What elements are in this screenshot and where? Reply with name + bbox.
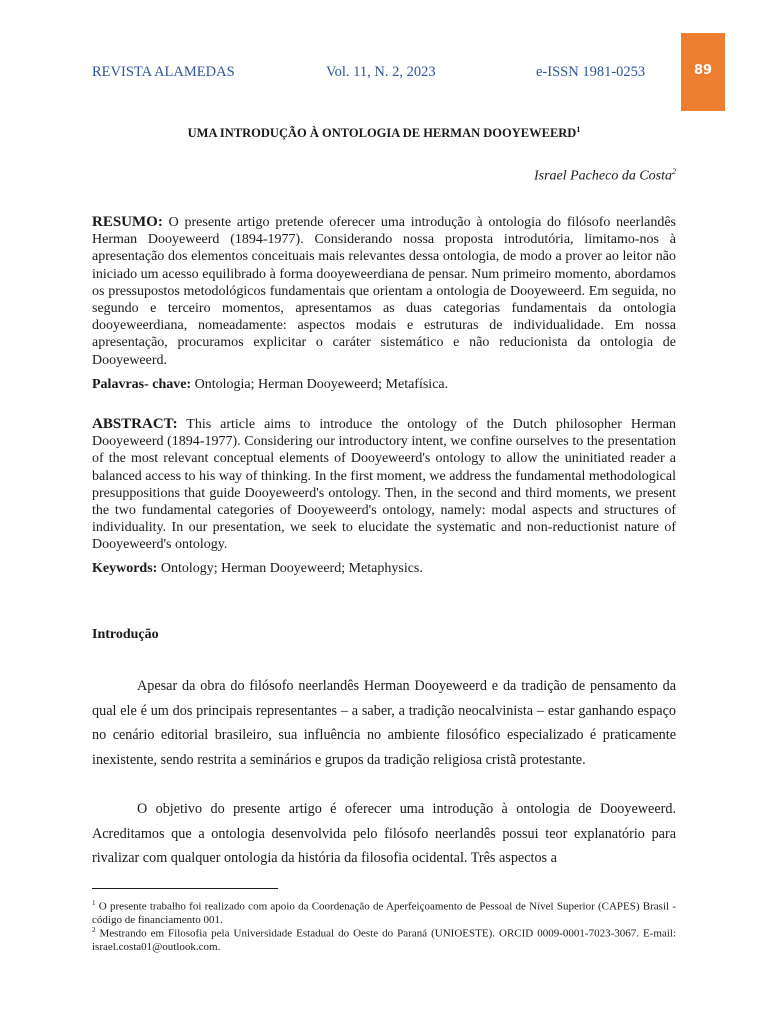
title-footnote-ref[interactable]: 1 bbox=[576, 125, 581, 134]
section-heading: Introdução bbox=[92, 627, 159, 642]
footnote-1 bbox=[92, 897, 676, 927]
keywords-label: Keywords: bbox=[92, 561, 158, 576]
footnote-2-marker: 2 bbox=[92, 926, 96, 934]
abstract-text: This article aims to introduce the ontology of the Dutch philosopher Herman Dooyeweerd (1894-1977). Considering our introductory intent, we confine ourselves to the presentation of the most relevant conceptual elements of Dooyeweerd's ontology to allow the uninitiated reader a balanced access to his way of thinking. In the first moment, we address the fundamental methodological presuppositions that guide Dooyeweerd's ontology. Then, in the second and third moments, we present the two fundamental categories of Dooyeweerd's ontology, namely: modal aspects and structures of individuality. In our presentation, we seek to elucidate the systematic and non-reductionist nature of Dooyeweerd's ontology. bbox=[92, 417, 676, 553]
palavras-chave-text: Ontologia; Herman Dooyeweerd; Metafísica. bbox=[191, 377, 449, 392]
author-name: Israel Pacheco da Costa bbox=[533, 168, 672, 184]
body-paragraph-1: Apesar da obra do filósofo neerlandês Herman Dooyeweerd e da tradição de pensamento da qual ele é um dos principais representantes – a saber, a tradição neocalvinista – estar ganhando espaço no cenário editorial brasileiro, sua influência no ambiente filosófico especializado é praticamente inexistente, sendo restrita a seminários e grupos da tradição religiosa cristã protestante. bbox=[92, 678, 676, 768]
abstract-paragraph bbox=[92, 416, 676, 554]
palavras-chave-label: Palavras- chave: bbox=[92, 377, 192, 392]
author-footnote-ref[interactable]: 2 bbox=[672, 167, 676, 176]
footnote-2 bbox=[92, 924, 676, 954]
footnote-1-marker: 1 bbox=[92, 899, 96, 907]
article-title-text: UMA INTRODUÇÃO À ONTOLOGIA DE HERMAN DOOYEWEERD bbox=[187, 126, 577, 141]
palavras-chave-paragraph bbox=[92, 376, 676, 393]
footnote-2-text: Mestrando em Filosofia pela Universidade Estadual do Oeste do Paraná (UNIOESTE). ORCID 0009-0001-7023-3067. E-mail: israel.costa01@outlook.com. bbox=[92, 927, 676, 954]
body-paragraph-2: O objetivo do presente artigo é oferecer uma introdução à ontologia de Dooyeweerd. Acreditamos que a ontologia desenvolvida pelo filósofo neerlandês possui teor explanatório para rivalizar com qualquer ontologia da história da filosofia ocidental. Três aspectos a bbox=[92, 801, 676, 867]
resumo-text: O presente artigo pretende oferecer uma introdução à ontologia do filósofo neerlandês Herman Dooyeweerd (1894-1977). Considerando nossa proposta introdutória, limitamo-nos à apresentação dos elementos conceituais mais relevantes dessa ontologia, de modo a prover ao leitor não iniciado um acesso equilibrado à forma dooyeweerdiana de pensar. Num primeiro momento, abordamos os pressupostos metodológicos fundamentais que orientam a ontologia de Dooyeweerd. Em seguida, no segundo e terceiro momentos, apresentamos as duas categorias fundamentais da ontologia dooyeweerdiana, nomeadamente: aspectos modais e estruturas de individualidade. Em nossa apresentação, procuramos explicitar o caráter sistemático e não reducionista da ontologia de Dooyeweerd. bbox=[92, 215, 676, 368]
running-header bbox=[0, 64, 768, 84]
keywords-paragraph bbox=[92, 560, 676, 577]
journal-name: REVISTA ALAMEDAS bbox=[92, 64, 235, 80]
footnote-1-text: O presente trabalho foi realizado com apoio da Coordenação de Aperfeiçoamento de Pessoal de Nível Superior (CAPES) Brasil - código de financiamento 001. bbox=[92, 900, 676, 927]
volume-info: Vol. 11, N. 2, 2023 bbox=[326, 64, 436, 80]
resumo-label: RESUMO: bbox=[92, 214, 163, 230]
page-number: 89 bbox=[693, 63, 713, 78]
author-line bbox=[92, 167, 676, 185]
keywords-text: Ontology; Herman Dooyeweerd; Metaphysics. bbox=[157, 561, 423, 576]
footnote-divider bbox=[92, 888, 278, 889]
article-title bbox=[92, 125, 676, 141]
resumo-paragraph bbox=[92, 214, 676, 369]
issn: e-ISSN 1981-0253 bbox=[536, 64, 646, 80]
page-number-badge bbox=[681, 33, 725, 111]
abstract-label: ABSTRACT: bbox=[92, 416, 178, 432]
